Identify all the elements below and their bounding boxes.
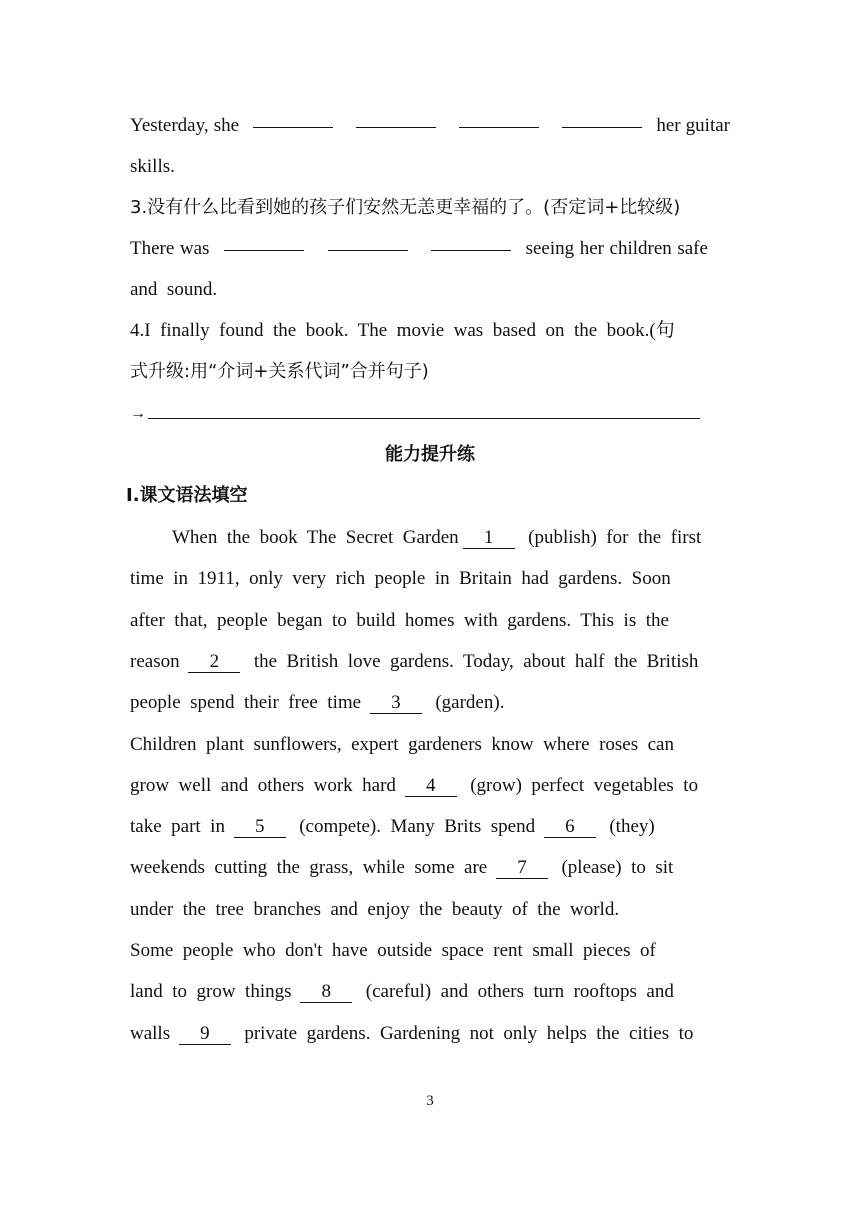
numbered-blank[interactable]: 5: [234, 817, 286, 838]
arrow-icon: →: [130, 405, 146, 422]
passage-text: (compete). Many Brits spend: [289, 816, 540, 838]
passage-text: under the tree branches and enjoy the beauty of the world.: [130, 898, 620, 920]
q3-prompt: [130, 187, 750, 228]
page-number: 3: [426, 1093, 434, 1109]
numbered-blank[interactable]: 8: [300, 982, 352, 1003]
q2-word: Yesterday,: [130, 115, 209, 136]
passage-line: [130, 889, 730, 930]
passage-line: [130, 765, 730, 806]
passage-line: [130, 682, 730, 723]
q2-answer-line: [130, 105, 730, 146]
passage-text: time in 1911, only very rich people in Britain had gardens. Soon: [130, 568, 671, 590]
q3-word: children: [609, 238, 672, 259]
passage-text: reason: [130, 650, 185, 672]
passage-text: after that, people began to build homes with gardens. This is the: [130, 609, 669, 631]
answer-blank[interactable]: [431, 230, 511, 251]
passage-text: When the book The Secret Garden: [172, 527, 459, 548]
q2-text: skills.: [130, 156, 175, 177]
q4-answer-line: [130, 393, 730, 434]
numbered-blank[interactable]: 4: [405, 776, 457, 797]
passage-text: land to grow things: [130, 981, 297, 1003]
q3-word: safe: [677, 238, 708, 259]
q2-word: her: [656, 115, 681, 136]
section-subtitle-text: Ⅰ.课文语法填空: [126, 485, 248, 506]
answer-blank[interactable]: [356, 107, 436, 128]
passage-text: (grow) perfect vegetables to: [460, 774, 699, 796]
passage-line: [130, 930, 730, 971]
passage-line: [130, 724, 730, 765]
passage-text: (please) to sit: [551, 857, 674, 879]
answer-blank[interactable]: [459, 107, 539, 128]
passage-text: people spend their free time: [130, 692, 366, 714]
q3-word: her: [579, 238, 604, 259]
passage-text: (garden).: [425, 692, 505, 714]
q3-text: and sound.: [130, 279, 218, 300]
answer-rule[interactable]: [148, 408, 700, 419]
q4-prompt-line-2: [130, 351, 730, 392]
numbered-blank[interactable]: 3: [370, 693, 422, 714]
answer-blank[interactable]: [328, 230, 408, 251]
section-title: [130, 434, 730, 475]
q3-line-2: [130, 269, 730, 310]
passage-text: (careful) and others turn rooftops and: [356, 981, 674, 1003]
passage-text: private gardens. Gardening not only helps the cities to: [234, 1022, 694, 1044]
q4-prompt-line-1: [130, 310, 730, 351]
q2-word: guitar: [685, 115, 730, 136]
passage-text: take part in: [130, 816, 230, 838]
passage-line: [130, 971, 730, 1012]
numbered-blank[interactable]: 9: [179, 1024, 231, 1045]
q3-word: seeing: [525, 238, 575, 259]
q3-prompt-text: 3.没有什么比看到她的孩子们安然无恙更幸福的了。(否定词+比较级): [130, 197, 681, 218]
passage-line: [130, 1013, 730, 1054]
passage-line: [130, 806, 730, 847]
passage-line: [130, 600, 730, 641]
section-subtitle: [126, 475, 726, 516]
passage-line: [130, 558, 730, 599]
q3-word: was: [179, 238, 210, 259]
passage-text: Some people who don't have outside space rent small pieces of: [130, 940, 656, 961]
passage-text: (publish) for the first: [518, 527, 702, 548]
q4-prompt-text: 4.I finally found the book. The movie was based on the book.(句: [130, 320, 675, 341]
numbered-blank[interactable]: 6: [544, 817, 596, 838]
passage-text: the British love gardens. Today, about half the British: [244, 650, 699, 672]
q3-word: There: [130, 238, 175, 259]
passage-text: Children plant sunflowers, expert gardeners know where roses can: [130, 733, 674, 755]
q2-line-2: [130, 146, 730, 187]
numbered-blank[interactable]: 7: [496, 858, 548, 879]
passage-line: [130, 517, 730, 558]
answer-blank[interactable]: [224, 230, 304, 251]
q3-answer-line: [130, 228, 708, 269]
passage-text: walls: [130, 1022, 175, 1044]
q4-prompt-text: 式升级:用“介词+关系代词”合并句子): [130, 361, 429, 382]
numbered-blank[interactable]: 2: [188, 652, 240, 673]
section-title-text: 能力提升练: [385, 444, 475, 465]
passage-text: weekends cutting the grass, while some are: [130, 857, 492, 879]
numbered-blank[interactable]: 1: [463, 528, 515, 549]
passage-line: [130, 641, 730, 682]
passage-text: (they): [599, 816, 655, 838]
answer-blank[interactable]: [562, 107, 642, 128]
q2-word: she: [213, 115, 240, 136]
answer-blank[interactable]: [253, 107, 333, 128]
passage-text: grow well and others work hard: [130, 774, 401, 796]
passage-line: [130, 847, 730, 888]
